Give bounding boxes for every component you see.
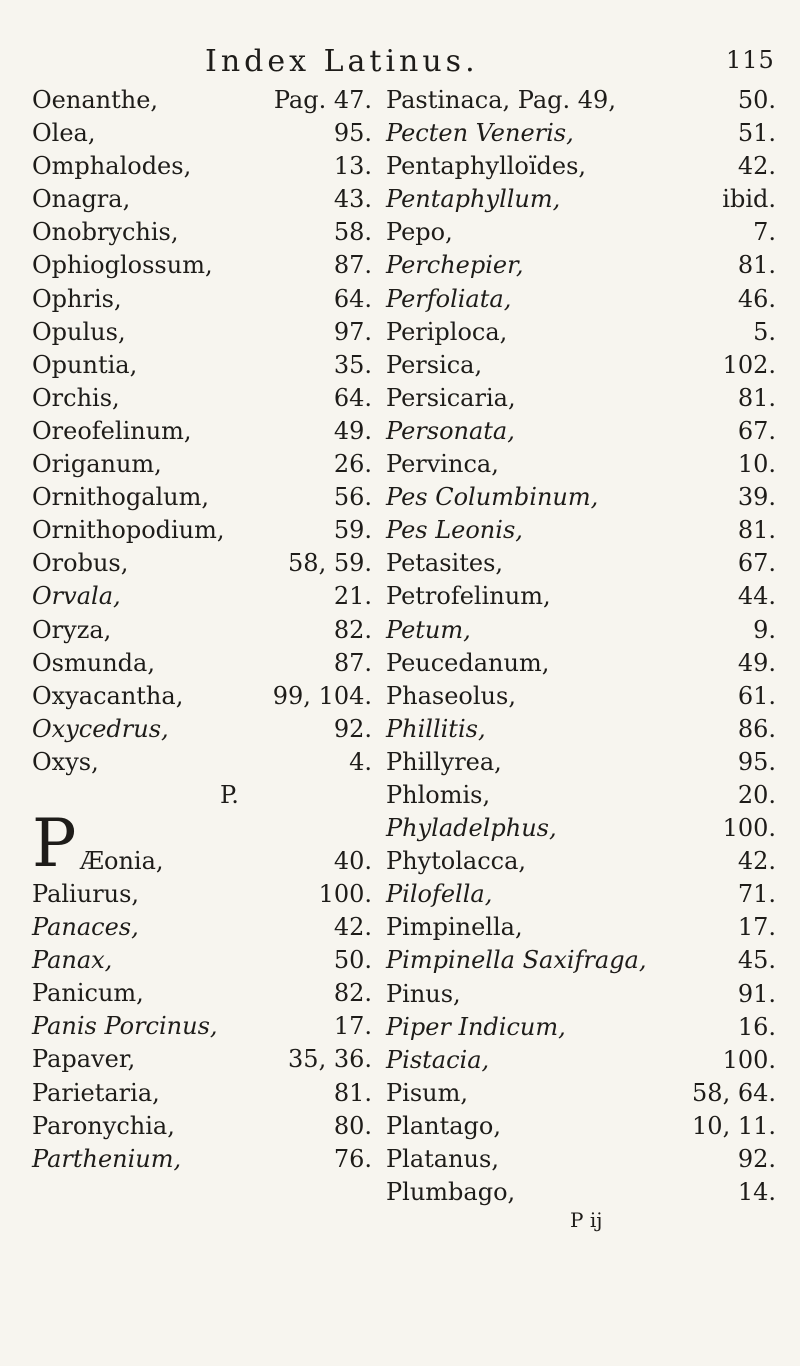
entry-name: Onagra,: [32, 185, 131, 214]
index-entry: [32, 150, 372, 183]
index-entry: [32, 1110, 372, 1143]
entry-page: 39.: [737, 483, 776, 512]
entry-page: 13.: [333, 152, 372, 181]
index-entry: [386, 1176, 776, 1209]
right-entries: [386, 84, 776, 1209]
left-entries-bottom: [32, 878, 372, 1176]
entry-name: Pes Leonis,: [386, 516, 523, 545]
entry-page: 21.: [333, 582, 372, 611]
entry-name: Oryza,: [32, 615, 112, 644]
index-entry: [32, 84, 372, 117]
entry-page: 42.: [333, 913, 372, 942]
entry-name: Petrofelinum,: [386, 582, 551, 611]
index-entry: [386, 547, 776, 580]
page-number: 115: [726, 46, 775, 74]
entry-page: 9.: [753, 615, 776, 644]
entry-name: Oenanthe,: [32, 86, 159, 114]
index-entry: [386, 878, 776, 911]
entry-page: 45.: [737, 946, 776, 975]
entry-name: Origanum,: [32, 450, 162, 479]
entry-page: 81.: [737, 251, 776, 280]
entry-page: 92.: [737, 1145, 776, 1173]
entry-page: 91.: [737, 979, 776, 1008]
entry-name: Pisum,: [386, 1078, 468, 1107]
entry-page: 40.: [333, 846, 372, 875]
index-entry: [32, 647, 372, 680]
entry-name: Parthenium,: [32, 1144, 182, 1173]
entry-page: Pag. 47.: [273, 86, 372, 114]
index-entry: [386, 1110, 776, 1143]
index-entry: [32, 1143, 372, 1176]
index-entry: [386, 183, 776, 216]
entry-name: Oxycedrus,: [32, 714, 169, 743]
dropcap-entry: [32, 804, 372, 882]
entry-page: 80.: [333, 1111, 372, 1140]
index-entry: [386, 1011, 776, 1044]
entry-page: 42.: [737, 152, 776, 181]
index-entry: [32, 746, 372, 779]
entry-page: 16.: [737, 1012, 776, 1041]
entry-name: Periploca,: [386, 317, 508, 346]
entry-name: Personata,: [386, 416, 515, 445]
index-entry: [386, 150, 776, 183]
entry-page: 97.: [333, 317, 372, 346]
entry-name: Ornithogalum,: [32, 483, 210, 512]
index-entry: [386, 448, 776, 481]
entry-name: Pepo,: [386, 218, 453, 247]
entry-page: 49.: [737, 648, 776, 677]
entry-page: 42.: [737, 847, 776, 876]
entry-page: 82.: [333, 615, 372, 644]
entry-name: Olea,: [32, 119, 96, 148]
index-entry: [32, 1010, 372, 1043]
signature-mark: P ij: [570, 1208, 603, 1232]
index-entry: [32, 448, 372, 481]
entry-name: Petum,: [386, 615, 471, 644]
dropcap-letter: P: [32, 804, 77, 882]
index-entry: [32, 680, 372, 713]
index-entry: [386, 911, 776, 944]
entry-name: Pinus,: [386, 979, 461, 1008]
index-entry: [32, 316, 372, 349]
index-entry: [32, 713, 372, 746]
index-entry: [32, 911, 372, 944]
entry-name: Phillitis,: [386, 714, 486, 743]
entry-name: Panicum,: [32, 979, 144, 1008]
index-entry: [386, 514, 776, 547]
entry-page: 59.: [333, 516, 372, 545]
index-entry: [386, 944, 776, 977]
entry-page: 50.: [333, 946, 372, 975]
entry-name: Ornithopodium,: [32, 516, 225, 545]
entry-page: ibid.: [722, 185, 776, 214]
entry-name: Opuntia,: [32, 350, 138, 379]
entry-page: 81.: [737, 383, 776, 412]
entry-page: 46.: [737, 284, 776, 313]
entry-page: 95.: [737, 747, 776, 776]
entry-name: Phillyrea,: [386, 747, 502, 776]
entry-name: Pistacia,: [386, 1045, 490, 1074]
index-entry: [386, 117, 776, 150]
index-entry: [386, 614, 776, 647]
entry-name: Pilofella,: [386, 880, 493, 909]
index-entry: [386, 1077, 776, 1110]
entry-page: 43.: [333, 185, 372, 214]
page-header: [0, 44, 800, 84]
index-entry: [386, 812, 776, 845]
index-entry: [32, 481, 372, 514]
entry-name: Opulus,: [32, 317, 126, 346]
entry-page: 67.: [737, 549, 776, 578]
entry-page: 82.: [333, 979, 372, 1008]
entry-page: 51.: [737, 119, 776, 148]
index-entry: [386, 647, 776, 680]
index-entry: [386, 349, 776, 382]
index-entry: [32, 382, 372, 415]
entry-name: Phlomis,: [386, 780, 491, 809]
entry-page: 64.: [333, 383, 372, 412]
entry-page: 56.: [333, 483, 372, 512]
entry-name: Plumbago,: [386, 1178, 516, 1207]
entry-page: 81.: [333, 1078, 372, 1107]
entry-page: 71.: [737, 880, 776, 909]
left-entries-top: [32, 84, 372, 779]
entry-name: Persicaria,: [386, 383, 516, 412]
index-entry: [386, 216, 776, 249]
entry-name: Æonia,: [80, 846, 164, 875]
entry-name: Paliurus,: [32, 879, 140, 908]
entry-page: 95.: [333, 119, 372, 148]
index-entry: [32, 117, 372, 150]
entry-page: 81.: [737, 516, 776, 545]
entry-page: 35, 36.: [288, 1045, 372, 1074]
entry-name: Petasites,: [386, 549, 504, 578]
index-entry: [32, 249, 372, 282]
entry-name: Pimpinella,: [386, 913, 523, 942]
entry-page: 5.: [753, 317, 776, 346]
index-entry: [32, 1077, 372, 1110]
index-entry: [386, 415, 776, 448]
index-entry: [386, 713, 776, 746]
index-entry: [386, 1143, 776, 1176]
entry-name: Pastinaca, Pag. 49,: [386, 86, 616, 114]
entry-page: 58, 59.: [288, 549, 372, 578]
index-entry: [32, 614, 372, 647]
index-entry: [32, 216, 372, 249]
index-entry: [386, 746, 776, 779]
entry-page: 35.: [333, 350, 372, 379]
entry-name: Persica,: [386, 350, 483, 379]
entry-page: 87.: [333, 251, 372, 280]
index-entry: [386, 978, 776, 1011]
entry-name: Oreofelinum,: [32, 416, 192, 445]
entry-page: 7.: [753, 218, 776, 247]
entry-page: 10.: [737, 450, 776, 479]
entry-name: Oxys,: [32, 747, 99, 776]
entry-page: 100.: [722, 1045, 776, 1074]
entry-page: 76.: [333, 1144, 372, 1173]
entry-name: Oxyacantha,: [32, 681, 184, 710]
entry-name: Pecten Veneris,: [386, 119, 574, 148]
header-title: Index Latinus.: [205, 44, 479, 79]
entry-name: Perfoliata,: [386, 284, 512, 313]
entry-name: Phytolacca,: [386, 847, 527, 876]
entry-name: Ophioglossum,: [32, 251, 213, 280]
entry-page: 64.: [333, 284, 372, 313]
entry-page: 10, 11.: [692, 1111, 776, 1140]
entry-page: 14.: [737, 1178, 776, 1207]
entry-name: Osmunda,: [32, 648, 155, 677]
entry-page: 100.: [722, 814, 776, 843]
index-entry: [32, 349, 372, 382]
entry-name: Panis Porcinus,: [32, 1012, 218, 1041]
index-entry: [386, 580, 776, 613]
entry-page: 44.: [737, 582, 776, 611]
index-entry: [386, 84, 776, 117]
index-entry: [386, 845, 776, 878]
section-letter: P.: [220, 780, 239, 809]
entry-name: Pentaphylloïdes,: [386, 152, 587, 181]
index-entry: [386, 283, 776, 316]
entry-page: 58.: [333, 218, 372, 247]
entry-page: 17.: [333, 1012, 372, 1041]
entry-name: Peucedanum,: [386, 648, 550, 677]
entry-page: 92.: [333, 714, 372, 743]
entry-name: Orobus,: [32, 549, 129, 578]
index-entry: [32, 514, 372, 547]
entry-page: 67.: [737, 416, 776, 445]
entry-name: Pentaphyllum,: [386, 185, 561, 214]
entry-name: Orvala,: [32, 582, 121, 611]
entry-name: Pervinca,: [386, 450, 499, 479]
section-heading: [32, 779, 372, 812]
entry-page: 86.: [737, 714, 776, 743]
entry-page: 20.: [737, 780, 776, 809]
index-entry: [32, 547, 372, 580]
entry-name: Piper Indicum,: [386, 1012, 566, 1041]
entry-name: Pimpinella Saxifraga,: [386, 946, 647, 975]
index-entry: [32, 283, 372, 316]
entry-name: Phaseolus,: [386, 681, 516, 710]
entry-page: 87.: [333, 648, 372, 677]
entry-page: 4.: [349, 747, 372, 776]
entry-page: 49.: [333, 416, 372, 445]
entry-page: 17.: [737, 913, 776, 942]
entry-name: Platanus,: [386, 1145, 499, 1173]
left-column: [32, 84, 372, 1176]
index-entry: [32, 944, 372, 977]
entry-page: 99, 104.: [272, 681, 372, 710]
entry-name: Phyladelphus,: [386, 814, 557, 843]
entry-name: Pes Columbinum,: [386, 483, 599, 512]
entry-name: Onobrychis,: [32, 218, 179, 247]
index-entry: [386, 779, 776, 812]
entry-name: Orchis,: [32, 383, 120, 412]
entry-name: Parietaria,: [32, 1078, 160, 1107]
right-column: [386, 84, 776, 1209]
entry-page: 50.: [737, 86, 776, 114]
index-entry: [32, 183, 372, 216]
index-entry: [32, 878, 372, 911]
index-entry: [386, 382, 776, 415]
index-entry: [386, 1044, 776, 1077]
entry-page: 26.: [333, 450, 372, 479]
entry-name: Panaces,: [32, 913, 139, 942]
index-entry: [386, 249, 776, 282]
index-entry: [386, 680, 776, 713]
entry-name: Perchepier,: [386, 251, 524, 280]
index-entry: [386, 316, 776, 349]
index-entry: [32, 1043, 372, 1076]
entry-name: Ophris,: [32, 284, 122, 313]
index-entry: [386, 481, 776, 514]
entry-name: Panax,: [32, 946, 113, 975]
entry-name: Plantago,: [386, 1111, 501, 1140]
entry-name: Paronychia,: [32, 1111, 175, 1140]
entry-name: Omphalodes,: [32, 152, 192, 181]
index-entry: [32, 415, 372, 448]
index-entry: [32, 977, 372, 1010]
index-entry: [32, 580, 372, 613]
entry-page: 61.: [737, 681, 776, 710]
entry-page: 102.: [722, 350, 776, 379]
entry-page: 100.: [318, 879, 372, 908]
entry-name: Papaver,: [32, 1045, 136, 1074]
entry-page: 58, 64.: [692, 1078, 776, 1107]
